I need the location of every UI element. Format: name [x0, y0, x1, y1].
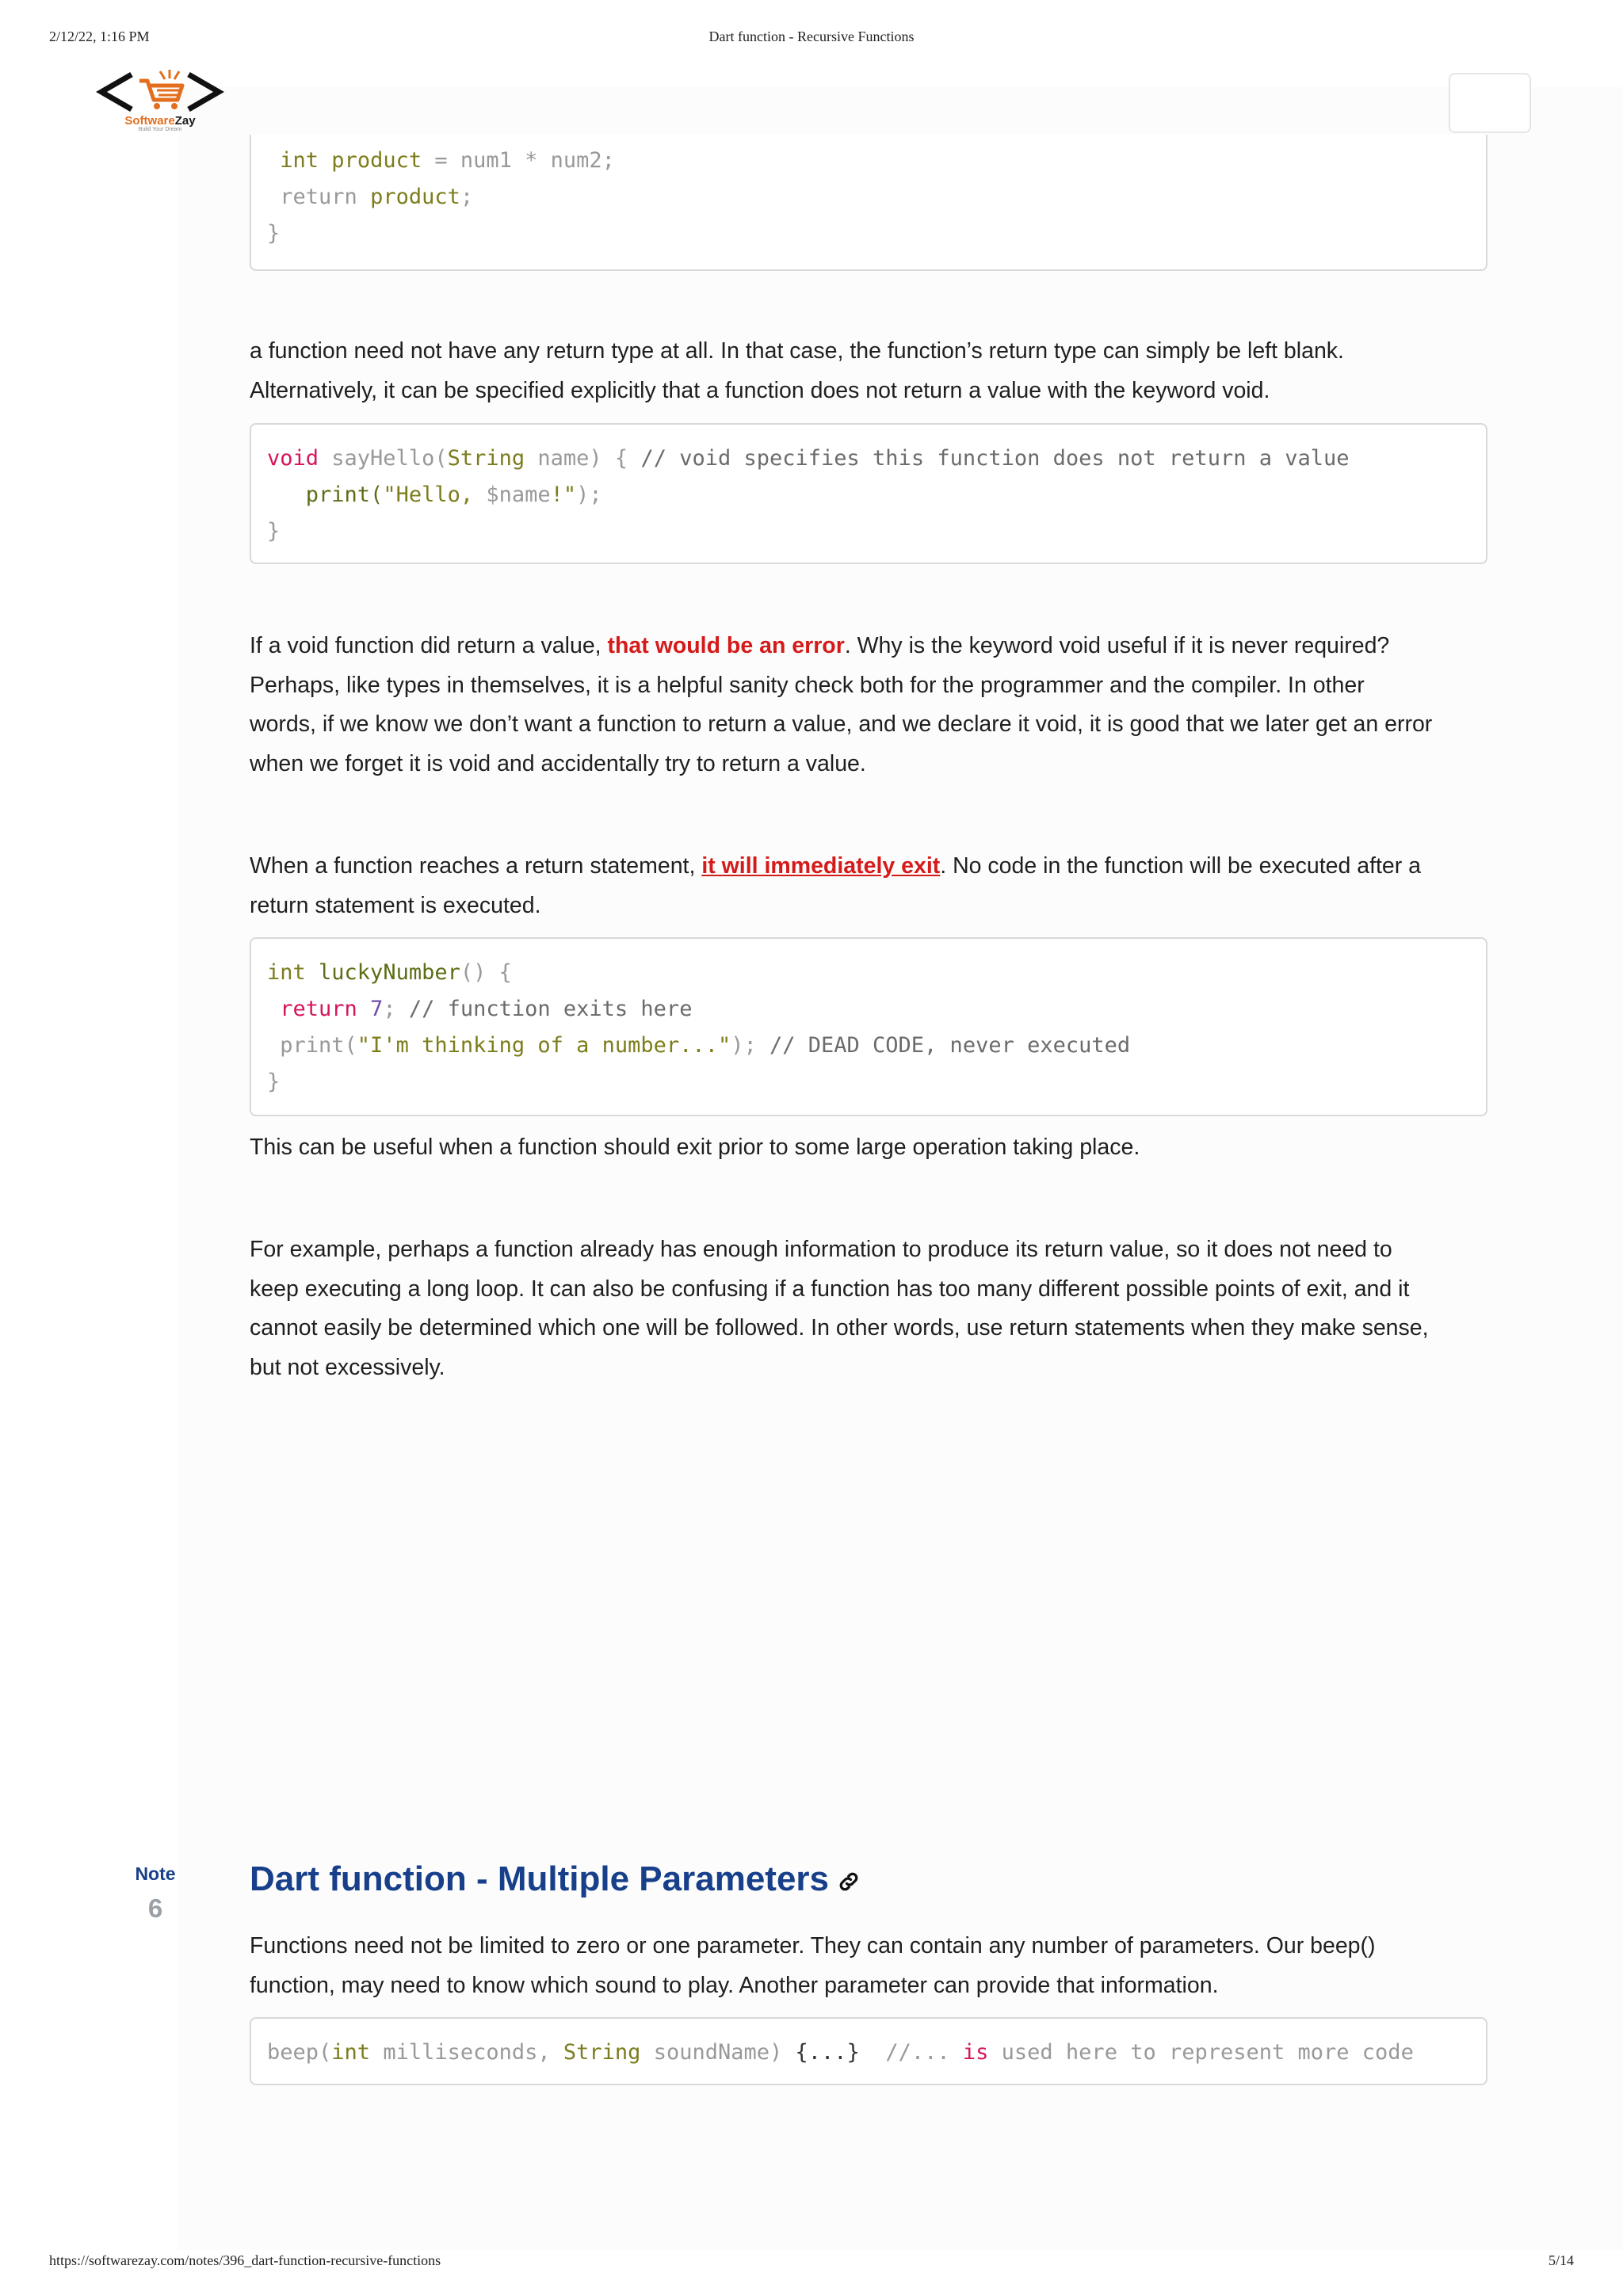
code-line: print("Hello, $name!"); — [267, 482, 602, 507]
emphasis-link-exit[interactable]: it will immediately exit — [701, 853, 941, 879]
text-line: If a void function did return a value, that would be an error. Why is the keyword void useful if it is never required? — [250, 633, 1390, 658]
text-line: When a function reaches a return statement, it will immediately exit. No code in the function will be executed after a — [250, 853, 1422, 879]
code-line: } — [267, 1070, 281, 1094]
paragraph-return-exit — [250, 847, 1490, 925]
print-header — [0, 29, 1623, 48]
code-block-product — [250, 135, 1487, 271]
site-logo[interactable] — [95, 68, 225, 136]
code-line: } — [267, 221, 281, 246]
code-block-sayhello — [250, 423, 1487, 564]
text-line: Perhaps, like types in themselves, it is a helpful sanity check both for the programmer and the compiler. In other — [250, 672, 1365, 698]
note-number: 6 — [147, 1894, 163, 1923]
text-line: words, if we know we don’t want a function to return a value, and we declare it void, it is good that we later get an error — [250, 711, 1433, 737]
note-label: Note — [135, 1863, 176, 1884]
code-block-luckynumber — [250, 937, 1487, 1116]
link-icon[interactable] — [837, 1863, 861, 1902]
code-line: beep(int milliseconds, String soundName) {...} //... is used here to represent more code — [267, 2040, 1414, 2065]
code-line: print("I'm thinking of a number..."); // DEAD CODE, never executed — [267, 1033, 1131, 1058]
emphasis-error: that would be an error — [607, 633, 845, 658]
code-line: int product = num1 * num2; — [280, 148, 615, 173]
page-background — [178, 87, 1623, 2250]
text-line: a function need not have any return type at all. In that case, the function’s return type can simply be left blank. — [250, 338, 1344, 364]
text-line: but not excessively. — [250, 1354, 445, 1380]
text-line: Functions need not be limited to zero or one parameter. They can contain any number of parameters. Our beep() — [250, 1933, 1376, 1958]
code-line: int luckyNumber() { — [267, 960, 512, 985]
text-line: cannot easily be determined which one will be followed. In other words, use return statements when they make sense, — [250, 1315, 1429, 1341]
code-line: return product; — [280, 185, 474, 209]
text-line: function, may need to know which sound to play. Another parameter can provide that information. — [250, 1972, 1219, 1998]
paragraph-useful — [250, 1128, 1490, 1168]
text-line: return statement is executed. — [250, 892, 541, 918]
section-title: Dart function - Multiple Parameters — [250, 1859, 830, 1898]
text-line: Alternatively, it can be specified explicitly that a function does not return a value with the keyword void. — [250, 377, 1270, 403]
paragraph-return-type — [250, 332, 1490, 410]
print-page-number: 5/14 — [1548, 2252, 1574, 2268]
print-footer — [0, 2252, 1623, 2271]
text-line: when we forget it is void and accidentally try to return a value. — [250, 750, 866, 776]
code-block-beep — [250, 2017, 1487, 2085]
print-title: Dart function - Recursive Functions — [708, 29, 915, 44]
menu-button[interactable] — [1449, 73, 1531, 133]
logo-brand-b: Zay — [174, 114, 196, 128]
code-line: return 7; // function exits here — [267, 997, 693, 1021]
logo-mark-icon — [95, 68, 225, 116]
print-datetime: 2/12/22, 1:16 PM — [49, 29, 150, 44]
code-line: void sayHello(String name) { // void specifies this function does not return a value — [267, 446, 1350, 471]
text-line: keep executing a long loop. It can also be confusing if a function has too many different possible points of exit, and it — [250, 1276, 1410, 1302]
paragraph-void-error — [250, 627, 1490, 784]
text-line: This can be useful when a function should exit prior to some large operation taking place. — [250, 1135, 1140, 1160]
logo-brand-a: Software — [124, 114, 175, 128]
print-url: https://softwarezay.com/notes/396_dart-function-recursive-functions — [49, 2252, 441, 2268]
paragraph-multiple-params — [250, 1927, 1490, 2005]
section-heading — [250, 1859, 861, 1902]
logo-tagline: Build Your Dream — [138, 127, 182, 132]
paragraph-example — [250, 1230, 1490, 1387]
code-line: } — [267, 519, 281, 543]
text-line: For example, perhaps a function already has enough information to produce its return value, so it does not need to — [250, 1237, 1392, 1262]
logo-wordmark — [95, 114, 225, 128]
